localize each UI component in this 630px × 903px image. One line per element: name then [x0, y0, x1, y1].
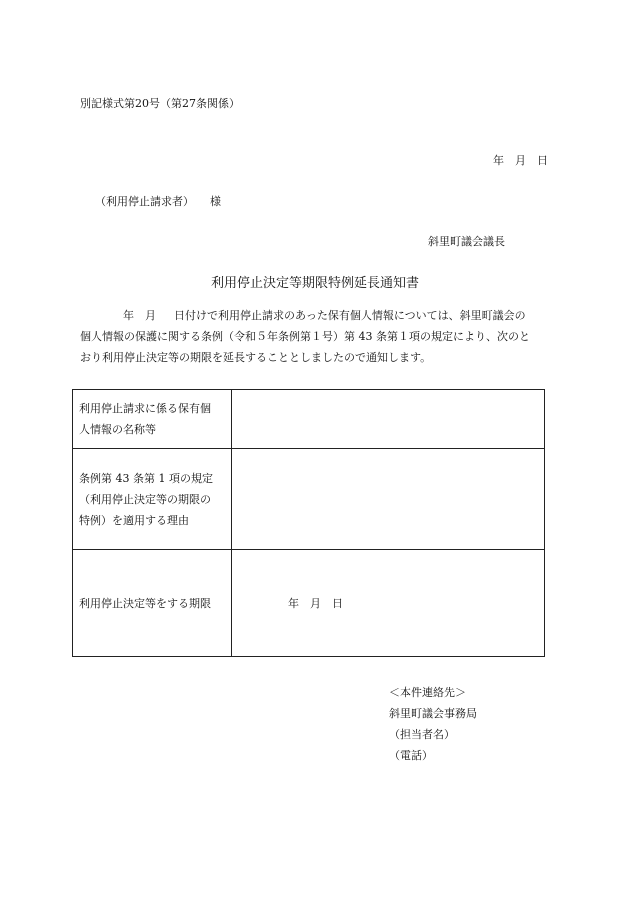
form-number: 別記様式第20号（第27条関係）	[80, 97, 240, 110]
body-line-1	[80, 305, 552, 326]
info-table	[72, 389, 545, 657]
body-line-1-text: 日付けで利用停止請求のあった保有個人情報については、斜里町議会の	[174, 309, 526, 322]
body-line-3: おり利用停止決定等の期限を延長することとしましたので通知します。	[80, 351, 432, 364]
deadline-date: 年 月 日	[288, 597, 343, 610]
table-row	[73, 449, 545, 550]
contact-office: 斜里町議会事務局	[389, 707, 477, 720]
contact-phone: （電話）	[389, 749, 433, 762]
document-title: 利用停止決定等期限特例延長通知書	[210, 276, 419, 291]
body-text	[80, 305, 552, 368]
contact-person: （担当者名）	[389, 728, 455, 741]
row-value-reason[interactable]	[232, 449, 545, 550]
row-label-line: 人情報の名称等	[79, 423, 156, 436]
row-label-line: 特例）を適用する理由	[79, 513, 189, 527]
body-line-1-date: 年 月	[123, 309, 156, 322]
table-row	[73, 390, 545, 449]
table-row	[73, 550, 545, 657]
row-label-reason	[73, 449, 232, 550]
addressee-honorific: 様	[210, 195, 221, 208]
date-line: 年 月 日	[493, 154, 548, 167]
addressee	[95, 193, 221, 209]
row-label-line: 利用停止請求に係る保有個	[79, 402, 211, 415]
row-label-deadline: 利用停止決定等をする期限	[73, 550, 232, 657]
contact-block	[389, 682, 477, 766]
row-label-info-name	[73, 390, 232, 449]
addressee-name: （利用停止請求者）	[95, 195, 194, 208]
row-label-line: （利用停止決定等の期限の	[79, 492, 211, 506]
sender: 斜里町議会議長	[428, 235, 505, 248]
row-value-info-name[interactable]	[232, 390, 545, 449]
contact-heading: ＜本件連絡先＞	[389, 686, 466, 699]
row-label-line: 条例第 43 条第 1 項の規定	[79, 471, 213, 485]
row-value-deadline[interactable]	[232, 550, 545, 657]
body-line-2: 個人情報の保護に関する条例（令和５年条例第１号）第 43 条第１項の規定により、次のと	[80, 330, 530, 343]
